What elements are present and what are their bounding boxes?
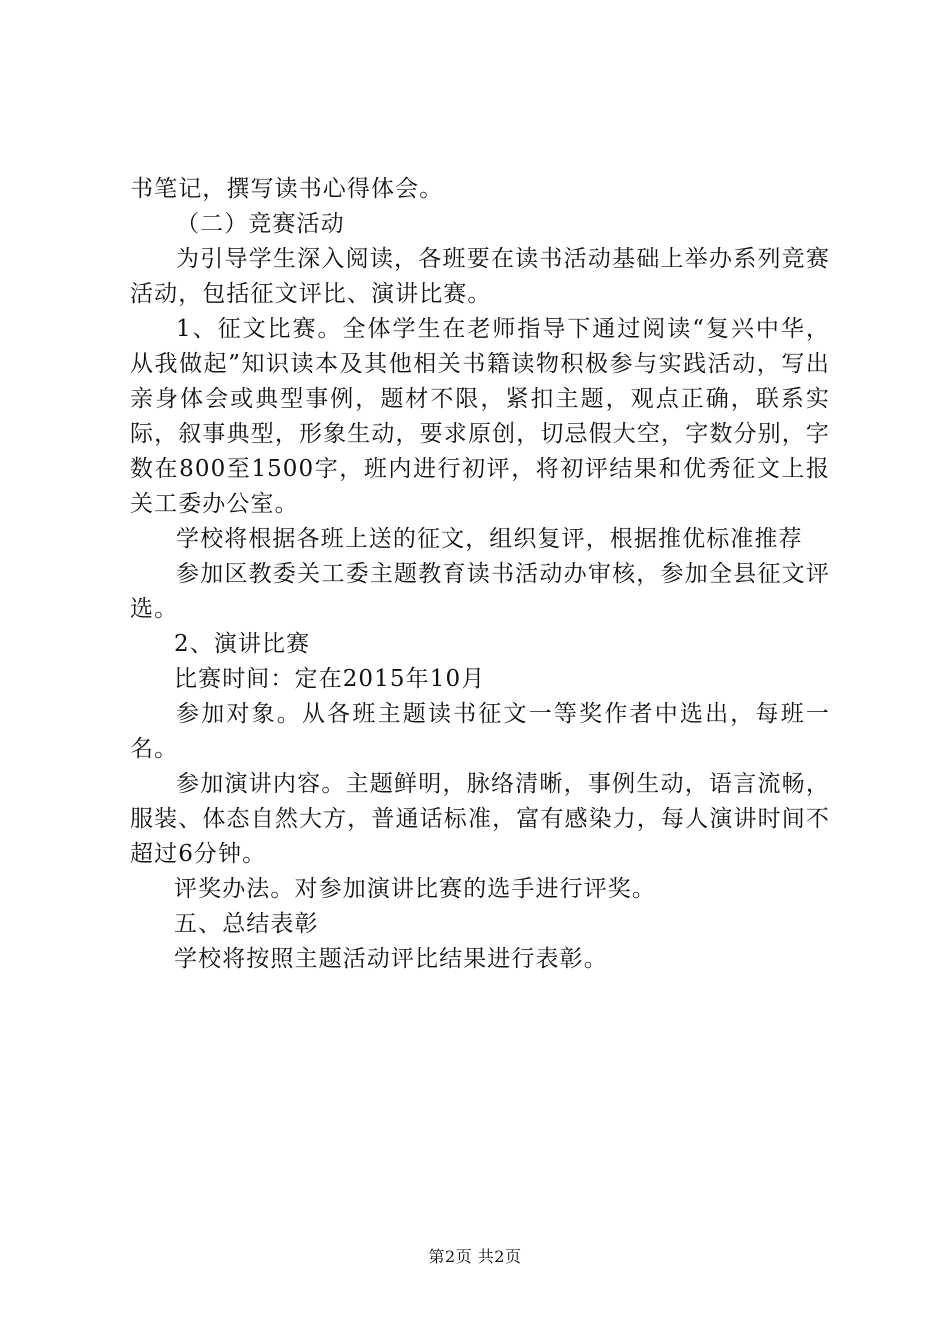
section-heading-summary: 五、总结表彰 xyxy=(174,911,319,937)
paragraph-review: 学校将根据各班上送的征文，组织复评，根据推优标准推荐 xyxy=(176,526,803,552)
paragraph-contest-time: 比赛时间：定在2015年10月 xyxy=(174,666,486,692)
paragraph-county-selection: 参加区教委关工委主题教育读书活动办审核，参加全县征文评选。 xyxy=(130,561,830,622)
paragraph-continuation: 书笔记，撰写读书心得体会。 xyxy=(130,176,444,202)
paragraph-essay-contest: 1、征文比赛。全体学生在老师指导下通过阅读“复兴中华，从我做起”知识读本及其他相关书籍读物积极参与实践活动，写出亲身体会或典型事例，题材不限，紧扣主题，观点正确，联系实际，叙事典型，形象生动，要求原创，切忌假大空，字数分别，字数在800至1500字，班内进行初评，将初评结果和优秀征文上报关工委办公室。 xyxy=(130,316,830,517)
paragraph-award-method: 评奖办法。对参加演讲比赛的选手进行评奖。 xyxy=(174,876,656,902)
section-heading-competition: （二）竞赛活动 xyxy=(176,211,345,237)
paragraph-speech-content: 参加演讲内容。主题鲜明，脉络清晰，事例生动，语言流畅，服装、体态自然大方，普通话标准，富有感染力，每人演讲时间不超过6分钟。 xyxy=(130,771,830,867)
subheading-speech-contest: 2、演讲比赛 xyxy=(174,631,311,657)
document-body xyxy=(130,172,830,977)
paragraph-intro: 为引导学生深入阅读，各班要在读书活动基础上举办系列竞赛活动，包括征文评比、演讲比赛。 xyxy=(130,246,830,307)
paragraph-participants: 参加对象。从各班主题读书征文一等奖作者中选出，每班一名。 xyxy=(130,701,830,762)
paragraph-commendation: 学校将按照主题活动评比结果进行表彰。 xyxy=(174,946,608,972)
page-number-footer: 第2页 共2页 xyxy=(428,1247,522,1266)
